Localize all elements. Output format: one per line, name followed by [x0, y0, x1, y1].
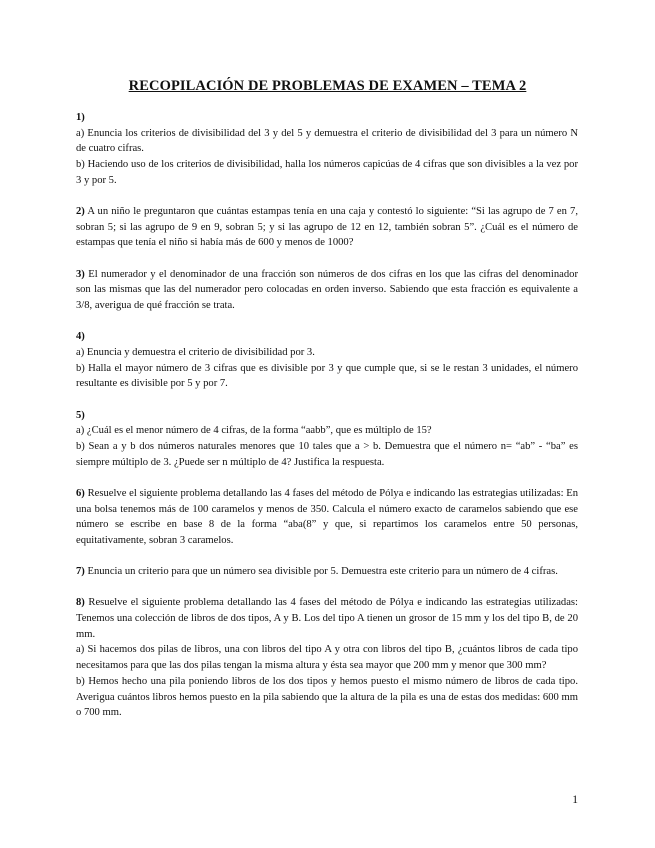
problem-part-b: b) Hemos hecho una pila poniendo libros de los dos tipos y hemos puesto el mismo número de libros de cada tipo. Averigua cuántos libros hemos puesto en la pila sabiendo que la altura de la pila es una de estas dos medidas: 600 mm o 700 mm.: [76, 675, 578, 719]
problem-number: 2): [76, 206, 85, 218]
problem-list: [76, 110, 578, 737]
problem-5: [76, 408, 578, 471]
page-title: RECOPILACIÓN DE PROBLEMAS DE EXAMEN – TEMA 2: [128, 78, 527, 94]
problem-intro: [76, 595, 578, 642]
problem-number: 1): [76, 112, 85, 123]
problem-part-a: a) Enuncia y demuestra el criterio de divisibilidad por 3.: [76, 346, 315, 358]
problem-number: 3): [76, 268, 85, 280]
problem-3: [76, 267, 578, 314]
problem-part-b: b) Halla el mayor número de 3 cifras que es divisible por 3 y que cumple que, si se le restan 3 unidades, el número resultante es divisible por 5 y por 7.: [76, 362, 578, 390]
problem-number: 4): [76, 331, 85, 343]
problem-part-a: a) Enuncia los criterios de divisibilidad del 3 y del 5 y demuestra el criterio de divisibilidad del 3 para un número N de cuatro cifras.: [76, 127, 578, 155]
problem-part-a: a) Si hacemos dos pilas de libros, una con libros del tipo A y otra con libros del tipo B, ¿cuántos libros de cada tipo necesitamos para que las dos pilas tengan la misma altura y ésta sea mayor que 200 mm y menor que 300 mm?: [76, 644, 578, 672]
problem-text: A un niño le preguntaron que cuántas estampas tenía en una caja y contestó lo siguiente: “Si las agrupo de 7 en 7, sobran 5; si las agrupo de 9 en 9, sobran 5; y si las agrupo de 12 en 12, también sobran 5”. ¿Cuál es el número de estampas que tenía el niño si había más de 600 y menos de 1000?: [76, 206, 578, 249]
problem-text: Resuelve el siguiente problema detallando las 4 fases del método de Pólya e indicando las estrategias utilizadas: Tenemos una colección de libros de dos tipos, A y B. Los del tipo A tienen un grosor de 15 mm y los del tipo B, de 20 mm.: [76, 597, 578, 640]
problem-8: [76, 595, 578, 721]
problem-part-b: b) Sean a y b dos números naturales menores que 10 tales que a > b. Demuestra que el número n= “ab” - “ba” es siempre múltiplo de 3. ¿Puede ser n múltiplo de 4? Justifica la respuesta.: [76, 440, 578, 468]
problem-part-b: b) Haciendo uso de los criterios de divisibilidad, halla los números capicúas de 4 cifras que son divisibles a la vez por 3 y por 5.: [76, 159, 578, 186]
problem-text: Enuncia un criterio para que un número sea divisible por 5. Demuestra este criterio para un número de 4 cifras.: [87, 566, 558, 578]
problem-4: [76, 329, 578, 392]
problem-number: 8): [76, 597, 85, 609]
problem-text: El numerador y el denominador de una fracción son números de dos cifras en los que las cifras del denominador son las mismas que las del numerador pero colocadas en orden inverso. Sabiendo que esta fracción es equivalente a 3/8, averigua de qué fracción se trata.: [76, 268, 578, 312]
problem-number: 5): [76, 409, 85, 421]
problem-text: Resuelve el siguiente problema detallando las 4 fases del método de Pólya e indicando las estrategias utilizadas: En una bolsa tenemos más de 100 caramelos y menos de 350. Calcula el número exacto de caramelos sabiendo que ese número se escribe en base 8 de la forma “aba(8” y que, si repartimos los caramelos entre 50 personas, equitativamente, sobran 3 caramelos.: [76, 487, 578, 546]
problem-number: 7): [76, 566, 85, 578]
problem-number: 6): [76, 487, 85, 499]
page-number: 1: [572, 794, 578, 806]
problem-part-a: a) ¿Cuál es el menor número de 4 cifras, de la forma “aabb”, que es múltiplo de 15?: [76, 425, 432, 437]
problem-2: [76, 204, 578, 251]
problem-7: [76, 564, 578, 580]
problem-1: [76, 110, 578, 189]
problem-6: [76, 486, 578, 549]
